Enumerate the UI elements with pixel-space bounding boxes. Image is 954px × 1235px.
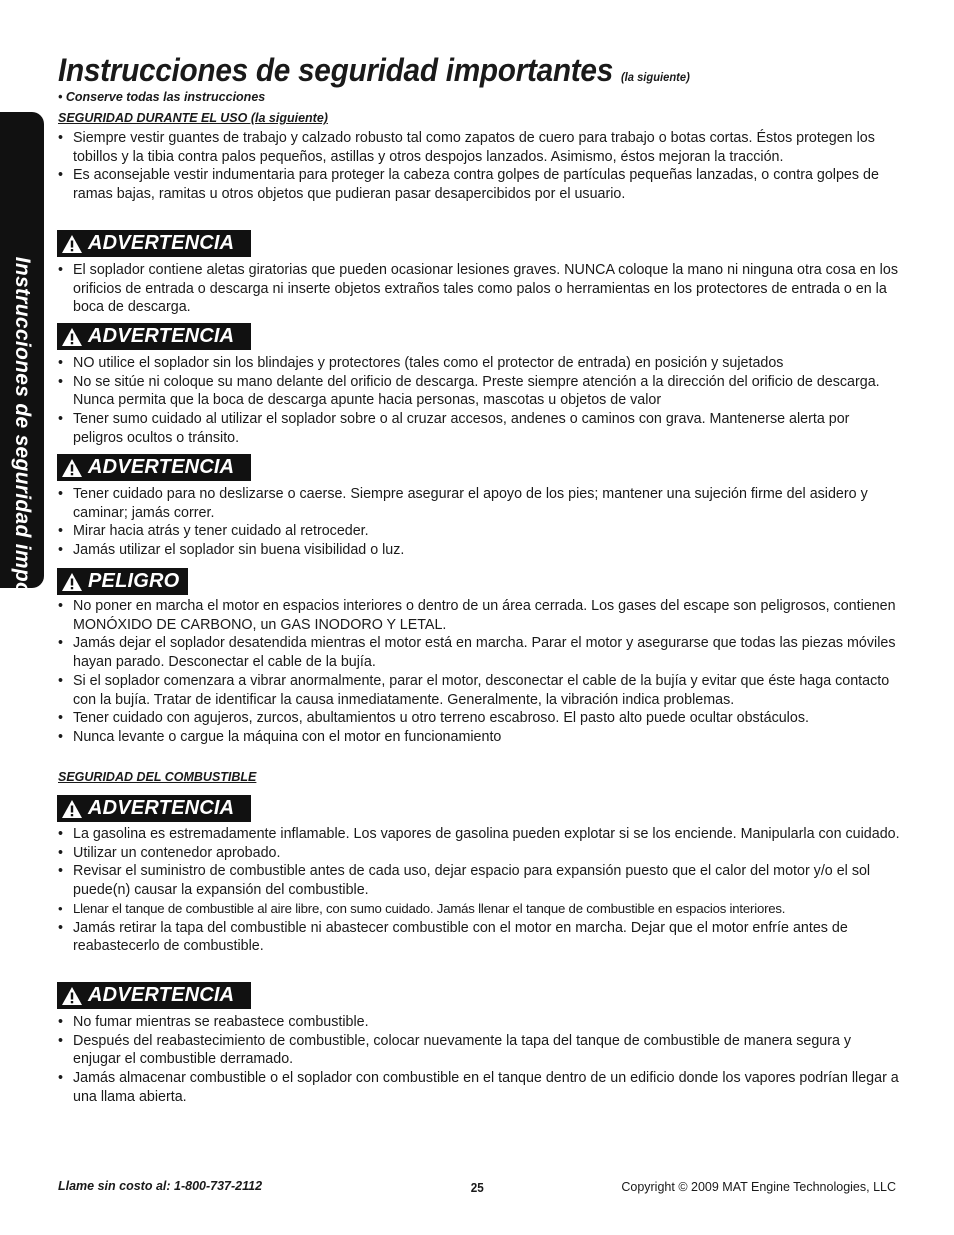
warning-box — [57, 982, 251, 1009]
list-item: • Revisar el suministro de combustible antes de cada uso, dejar espacio para expansión puesto que el calor del motor y/o el sol puede(n) causar la expansión del combustible. — [58, 862, 900, 899]
warning-box — [57, 323, 251, 350]
warning-bullet-list — [58, 485, 900, 560]
warning-box — [57, 454, 251, 481]
footer-phone: Llame sin costo al: 1-800-737-2112 — [58, 1179, 263, 1193]
list-item: • No se sitúe ni coloque su mano delante del orificio de descarga. Preste siempre atención a la dirección del orificio de descarga. Nunca permita que la boca de descarga apunte hacia personas, mascotas u objetos de valor — [58, 373, 900, 410]
danger-bullet-list — [58, 597, 900, 747]
warning-triangle-icon — [61, 234, 83, 254]
list-item: • Utilizar un contenedor aprobado. — [58, 844, 900, 863]
warning-bullet-list — [58, 1013, 900, 1107]
list-item: • Jamás almacenar combustible o el soplador con combustible en el tanque dentro de un edificio donde los vapores podrían llegar a una llama abierta. — [58, 1069, 900, 1106]
list-item: • Siempre vestir guantes de trabajo y calzado robusto tal como zapatos de cuero para trabajo o botas cortas. Éstos protegen los tobillos y la tibia contra palos pequeños, astillas y otros despojos lanzados. Asimismo, éstos mejoran la tracción. — [58, 129, 900, 166]
list-item: • Llenar el tanque de combustible al aire libre, con sumo cuidado. Jamás llenar el tanque de combustible en espacios interiores. — [58, 900, 900, 919]
list-item: • Jamás utilizar el soplador sin buena visibilidad o luz. — [58, 541, 900, 560]
list-item: • Jamás retirar la tapa del combustible ni abastecer combustible con el motor en marcha. Dejar que el motor enfríe antes de reabastecerlo de combustible. — [58, 919, 900, 956]
list-item: • Después del reabastecimiento de combustible, colocar nuevamente la tapa del tanque de combustible de manera segura y enjugar el combustible derramado. — [58, 1032, 900, 1069]
list-item: • Tener cuidado para no deslizarse o caerse. Siempre asegurar el apoyo de los pies; mantener una sujeción firme del asidero y caminar; jamás correr. — [58, 485, 900, 522]
list-item: • NO utilice el soplador sin los blindajes y protectores (tales como el protector de entrada) en posición y sujetados — [58, 354, 900, 373]
warning-bullet-list — [58, 261, 900, 317]
warning-triangle-icon — [61, 327, 83, 347]
list-item: • Nunca levante o cargue la máquina con el motor en funcionamiento — [58, 728, 900, 747]
list-item: • Mirar hacia atrás y tener cuidado al retroceder. — [58, 522, 900, 541]
page-title — [58, 52, 690, 89]
warning-label: ADVERTENCIA — [88, 456, 235, 478]
warning-label: ADVERTENCIA — [88, 325, 235, 347]
warning-box — [57, 230, 251, 257]
warning-bullet-list — [58, 354, 900, 448]
warning-triangle-icon — [61, 799, 83, 819]
list-item: • Tener cuidado con agujeros, zurcos, abultamientos u otro terreno escabroso. El pasto alto puede ocultar obstáculos. — [58, 709, 900, 728]
warning-bullet-list — [58, 825, 900, 956]
list-item: • Tener sumo cuidado al utilizar el soplador sobre o al cruzar accesos, andenes o caminos con grava. Mantenerse alerta por peligros ocultos o tránsito. — [58, 410, 900, 447]
page-title-text: Instrucciones de seguridad importantes — [58, 52, 613, 88]
side-tab — [0, 112, 44, 668]
list-item: • La gasolina es estremadamente inflamable. Los vapores de gasolina pueden explotar si se los enciende. Manipularla con cuidado. — [58, 825, 900, 844]
section-heading-combustible: SEGURIDAD DEL COMBUSTIBLE — [58, 770, 257, 784]
list-item: • No fumar mientras se reabastece combustible. — [58, 1013, 900, 1032]
list-item: • No poner en marcha el motor en espacios interiores o dentro de un área cerrada. Los gases del escape son peligrosos, contienen MONÓXIDO DE CARBONO, un GAS INODORO Y LETAL. — [58, 597, 900, 634]
list-item: • Si el soplador comenzara a vibrar anormalmente, parar el motor, desconectar el cable de la bujía y evitar que éste haga contacto con la bujía. Tratar de identificar la causa inmediatamente. Generalmente, la vibración indica problemas. — [58, 672, 900, 709]
conserve-note: • Conserve todas las instrucciones — [58, 90, 266, 104]
warning-label: ADVERTENCIA — [88, 232, 235, 254]
warning-label: ADVERTENCIA — [88, 797, 235, 819]
warning-box — [57, 795, 251, 822]
warning-label: ADVERTENCIA — [88, 984, 235, 1006]
section-heading-uso: SEGURIDAD DURANTE EL USO (la siguiente) — [58, 111, 328, 125]
list-item: • Jamás dejar el soplador desatendida mientras el motor está en marcha. Parar el motor y asegurarse que todas las piezas móviles hayan parado. Desconectar el cable de la bujía. — [58, 634, 900, 671]
list-item: • Es aconsejable vestir indumentaria para proteger la cabeza contra golpes de partículas pequeñas lanzadas, o contra golpes de ramas bajas, ramitas u otros objetos que pudieran pasar desapercibidos por el usuario. — [58, 166, 900, 203]
danger-label: PELIGRO — [88, 570, 180, 592]
warning-triangle-icon — [61, 572, 83, 592]
side-tab-label: Instrucciones de seguridad importantes — [11, 256, 34, 668]
intro-bullet-list — [58, 129, 900, 204]
page-number: 25 — [470, 1180, 484, 1195]
list-item: • El soplador contiene aletas giratorias que pueden ocasionar lesiones graves. NUNCA coloque la mano ni ninguna otra cosa en los orificios de entrada o descarga ni inserte objetos extraños tales como palos o herramientas en los protectores de entrada o en la boca de descarga. — [58, 261, 900, 317]
danger-box — [57, 568, 188, 595]
warning-triangle-icon — [61, 986, 83, 1006]
footer-copyright: Copyright © 2009 MAT Engine Technologies, LLC — [621, 1180, 896, 1194]
page-title-suffix: (la siguiente) — [620, 70, 690, 84]
warning-triangle-icon — [61, 458, 83, 478]
